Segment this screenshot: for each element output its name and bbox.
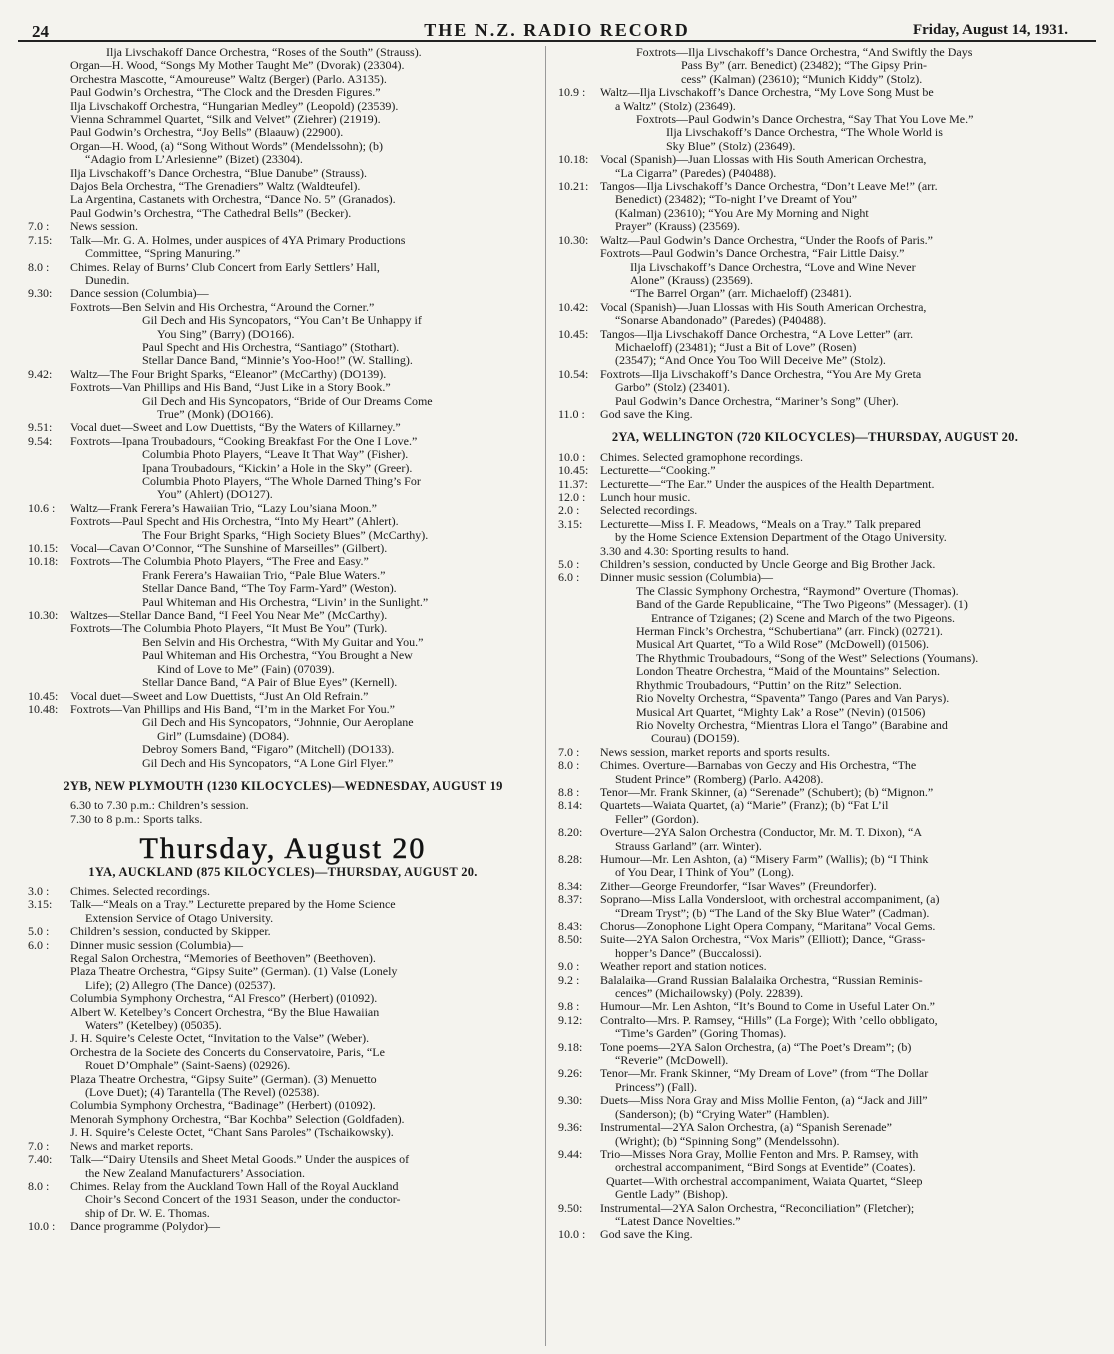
entry-time: 9.36: bbox=[558, 1120, 583, 1135]
entry-time: 10.30: bbox=[28, 608, 59, 623]
entry-text: Chimes. Relay of Burns’ Club Concert from Early Settlers’ Hall, Dunedin. bbox=[70, 259, 380, 287]
programme-line: Rio Novelty Orchestra, “Mientras Llora el Tango” (Barabine and Courau) (DO159). bbox=[636, 717, 948, 746]
programme-line: Musical Art Quartet, “To a Wild Rose” (McDowell) (01506). bbox=[636, 637, 930, 652]
programme-entry bbox=[28, 368, 538, 381]
programme-entry bbox=[28, 555, 538, 568]
entry-text: Quartets—Waiata Quartet, (a) “Marie” (Franz); (b) “Fat L’il Feller” (Gordon). bbox=[600, 798, 889, 826]
programme-line: Stellar Dance Band, “Minnie’s Yoo-Hoo!” (W. Stalling). bbox=[142, 353, 413, 368]
entry-text: Dance session (Columbia)— bbox=[70, 286, 209, 301]
programme-entry bbox=[28, 609, 538, 622]
programme-entry bbox=[28, 421, 538, 434]
left-column bbox=[28, 46, 538, 1234]
entry-text: Instrumental—2YA Salon Orchestra, (a) “Spanish Serenade” (Wright); (b) “Spinning Song” (Mendelssohn). bbox=[600, 1120, 892, 1148]
station-heading: 1YA, AUCKLAND (875 KILOCYCLES)—THURSDAY, AUGUST 20. bbox=[88, 864, 478, 879]
entry-time: 10.18: bbox=[558, 152, 589, 167]
entry-time: 9.0 : bbox=[558, 959, 580, 974]
programme-line: Herman Finck’s Orchestra, “Schubertiana” (arr. Finck) (02721). bbox=[636, 624, 943, 639]
programme-entry bbox=[558, 558, 1072, 571]
entry-text: God save the King. bbox=[600, 1227, 693, 1242]
entry-time: 9.8 : bbox=[558, 999, 580, 1014]
entry-time: 5.0 : bbox=[558, 557, 580, 572]
programme-line: Orchestra de la Societe des Concerts du Conservatoire, Paris, “Le Rouet D’Omphale” (Saint-Saens) (02926). bbox=[70, 1044, 385, 1073]
programme-entry bbox=[28, 690, 538, 703]
entry-text: Vocal—Cavan O’Connor, “The Sunshine of Marseilles” (Gilbert). bbox=[70, 541, 388, 556]
programme-entry bbox=[558, 746, 1072, 759]
programme-entry bbox=[28, 1153, 538, 1180]
entry-text: Waltz—Ilja Livschakoff’s Dance Orchestra, “My Love Song Must be a Waltz” (Stolz) (23649). bbox=[600, 85, 934, 113]
programme-line: 7.30 to 8 p.m.: Sports talks. bbox=[70, 811, 203, 826]
entry-time: 10.9 : bbox=[558, 85, 586, 100]
entry-time: 10.45: bbox=[28, 688, 59, 703]
programme-entry bbox=[558, 1067, 1072, 1094]
entry-text: Vocal (Spanish)—Juan Llossas with His South American Orchestra, “La Cigarra” (Paredes) (P40488). bbox=[600, 152, 927, 180]
entry-time: 6.0 : bbox=[558, 570, 580, 585]
programme-entry bbox=[28, 703, 538, 716]
entry-text: Trio—Misses Nora Gray, Mollie Fenton and Mrs. P. Ramsey, with orchestral accompaniment, “Bird Songs at Eventide” (Coates). Quartet—With orchestral accompaniment, Waiata Quartet, “Sleep Gentle Lady” (Bishop). bbox=[600, 1146, 923, 1202]
programme-line: Columbia Symphony Orchestra, “Badinage” (Herbert) (01092). bbox=[70, 1098, 376, 1113]
programme-entry bbox=[28, 261, 538, 288]
entry-text: Chimes. Selected gramophone recordings. bbox=[600, 449, 803, 464]
publication-title: THE N.Z. RADIO RECORD bbox=[424, 20, 690, 40]
entry-time: 11.0 : bbox=[558, 406, 585, 421]
entry-text: Lecturette—Miss I. F. Meadows, “Meals on a Tray.” Talk prepared by the Home Science Extension Department of the Otago University. bbox=[600, 516, 947, 545]
page-header bbox=[18, 0, 1096, 42]
programme-entry bbox=[558, 1094, 1072, 1121]
programme-line: Foxtrots—Van Phillips and His Band, “Just Like in a Story Book.” bbox=[70, 380, 391, 395]
entry-text: Talk—Mr. G. A. Holmes, under auspices of 4YA Primary Productions Committee, “Spring Manuring.” bbox=[70, 232, 406, 261]
programme-entry bbox=[28, 925, 538, 938]
programme-line: Paul Godwin’s Orchestra, “The Clock and the Dresden Figures.” bbox=[70, 85, 381, 100]
entry-time: 10.6 : bbox=[28, 500, 56, 515]
page-number: 24 bbox=[32, 22, 49, 41]
entry-time: 9.50: bbox=[558, 1200, 583, 1215]
entry-text: Dinner music session (Columbia)— bbox=[70, 937, 243, 952]
entry-text: Children’s session, conducted by Uncle George and Big Brother Jack. bbox=[600, 557, 936, 572]
programme-line: Vienna Schrammel Quartet, “Silk and Velvet” (Ziehrer) (21919). bbox=[70, 112, 381, 127]
entry-text: Talk—“Meals on a Tray.” Lecturette prepared by the Home Science Extension Service of Otago University. bbox=[70, 897, 396, 925]
programme-line: Foxtrots—The Columbia Photo Players, “It Must Be You” (Turk). bbox=[70, 621, 388, 636]
entry-text: Suite—2YA Salon Orchestra, “Vox Maris” (Elliott); Dance, “Grass- hopper’s Dance” (Buccalossi). bbox=[600, 932, 926, 960]
programme-entry bbox=[28, 898, 538, 925]
entry-text: Dinner music session (Columbia)— bbox=[600, 570, 773, 585]
programme-entry bbox=[28, 287, 538, 300]
entry-time: 7.0 : bbox=[558, 744, 580, 759]
programme-line: J. H. Squire’s Celeste Octet, “Chant Sans Paroles” (Tschaikowsky). bbox=[70, 1125, 394, 1140]
entry-text: Humour—Mr. Len Ashton, “It’s Bound to Come in Useful Later On.” bbox=[600, 999, 935, 1014]
programme-line: Foxtrots—Paul Godwin’s Dance Orchestra, “Fair Little Daisy.” Ilja Livschakoff’s Dance Orchestra, “Love and Wine Never Alone” (Krauss) (23569). “The Barrel Organ” (arr. Michaeloff) (23481). bbox=[600, 246, 916, 301]
programme-line: The Classic Symphony Orchestra, “Raymond” Overture (Thomas). bbox=[636, 583, 959, 598]
programme-entry bbox=[558, 368, 1072, 408]
entry-text: Contralto—Mrs. P. Ramsey, “Hills” (La Forge); With ’cello obbligato, “Time’s Garden” (Goring Thomas). bbox=[600, 1012, 938, 1041]
programme-entry bbox=[558, 920, 1072, 933]
entry-time: 10.42: bbox=[558, 299, 589, 314]
entry-text: Instrumental—2YA Salon Orchestra, “Reconciliation” (Fletcher); “Latest Dance Novelties.” bbox=[600, 1200, 915, 1228]
programme-line: Stellar Dance Band, “A Pair of Blue Eyes” (Kernell). bbox=[142, 675, 398, 690]
programme-line: Orchestra Mascotte, “Amoureuse” Waltz (Berger) (Parlo. A3135). bbox=[70, 71, 387, 86]
entry-text: Waltz—Paul Godwin’s Dance Orchestra, “Under the Roofs of Paris.” bbox=[600, 232, 933, 247]
entry-time: 8.50: bbox=[558, 932, 583, 947]
entry-text: Tenor—Mr. Frank Skinner, (a) “Serenade” (Schubert); (b) “Mignon.” bbox=[600, 784, 934, 799]
programme-line: Paul Whiteman and His Orchestra, “Livin’ in the Sunlight.” bbox=[142, 594, 429, 609]
programme-line: Ilja Livschakoff Orchestra, “Hungarian Medley” (Leopold) (23539). bbox=[70, 98, 399, 113]
entry-text: Foxtrots—Ilja Livschakoff’s Dance Orchestra, “You Are My Greta Garbo” (Stolz) (23401). Paul Godwin’s Dance Orchestra, “Mariner’s Song” (Uher). bbox=[600, 366, 922, 408]
entry-text: Vocal (Spanish)—Juan Llossas with His South American Orchestra, “Sonarse Abandonado” (Paredes) (P40488). bbox=[600, 299, 927, 328]
programme-entry bbox=[558, 1041, 1072, 1068]
entry-text: Lecturette—“The Ear.” Under the auspices of the Health Department. bbox=[600, 476, 935, 491]
column-divider bbox=[545, 46, 546, 1346]
programme-line: Columbia Photo Players, “The Whole Darned Thing’s For You” (Ahlert) (DO127). bbox=[142, 474, 421, 502]
programme-entry bbox=[558, 1014, 1072, 1041]
entry-time: 10.0 : bbox=[558, 449, 586, 464]
programme-entry bbox=[28, 1180, 538, 1220]
programme-line: The Four Bright Sparks, “High Society Blues” (McCarthy). bbox=[142, 527, 429, 542]
entry-time: 10.54: bbox=[558, 366, 589, 381]
programme-line: Plaza Theatre Orchestra, “Gipsy Suite” (German). (1) Valse (Lonely Life); (2) Allegro (The Dance) (02537). bbox=[70, 964, 398, 992]
entry-time: 10.18: bbox=[28, 554, 59, 569]
programme-entry bbox=[558, 234, 1072, 247]
programme-line: Gil Dech and His Syncopators, “Bride of Our Dreams Come True” (Monk) (DO166). bbox=[142, 393, 433, 421]
programme-entry bbox=[558, 180, 1072, 234]
programme-entry bbox=[558, 1148, 1072, 1202]
entry-time: 10.45: bbox=[558, 326, 589, 341]
programme-line: Regal Salon Orchestra, “Memories of Beethoven” (Beethoven). bbox=[70, 951, 376, 965]
entry-time: 8.20: bbox=[558, 825, 583, 840]
programme-entry bbox=[558, 786, 1072, 799]
entry-text: News session. bbox=[70, 219, 138, 234]
entry-time: 9.51: bbox=[28, 420, 53, 435]
entry-text: Talk—“Dairy Utensils and Sheet Metal Goods.” Under the auspices of the New Zealand Manufacturers’ Association. bbox=[70, 1152, 410, 1180]
entry-text: Duets—Miss Nora Gray and Miss Mollie Fenton, (a) “Jack and Jill” (Sanderson); (b) “Crying Water” (Hamblen). bbox=[600, 1093, 928, 1121]
entry-text: Tone poems—2YA Salon Orchestra, (a) “The Poet’s Dream”; (b) “Reverie” (McDowell). bbox=[600, 1039, 912, 1068]
programme-entry bbox=[558, 153, 1072, 180]
programme-line: Musical Art Quartet, “Mighty Lak’ a Rose” (Nevin) (01506) bbox=[636, 704, 926, 719]
entry-time: 2.0 : bbox=[558, 503, 580, 518]
entry-text: Lunch hour music. bbox=[600, 490, 691, 504]
station-heading: 2YB, NEW PLYMOUTH (1230 KILOCYCLES)—WEDNESDAY, AUGUST 19 bbox=[63, 778, 503, 793]
station-heading: 2YA, WELLINGTON (720 KILOCYCLES)—THURSDAY, AUGUST 20. bbox=[611, 430, 1019, 445]
entry-time: 10.21: bbox=[558, 179, 589, 194]
programme-entry bbox=[558, 504, 1072, 517]
programme-entry bbox=[28, 435, 538, 448]
entry-time: 10.30: bbox=[558, 232, 589, 247]
programme-line: Plaza Theatre Orchestra, “Gipsy Suite” (German). (3) Menuetto (Love Duet); (4) Tarantella (The Revel) (02538). bbox=[70, 1071, 377, 1100]
entry-text: Chimes. Overture—Barnabas von Geczy and His Orchestra, “The Student Prince” (Romberg) (Parlo. A4208). bbox=[600, 758, 917, 786]
entry-text: Humour—Mr. Len Ashton, (a) “Misery Farm” (Wallis); (b) “I Think of You Dear, I Think of You” (Long). bbox=[600, 851, 929, 880]
programme-entry bbox=[558, 960, 1072, 973]
programme-line: London Theatre Orchestra, “Maid of the Mountains” Selection. bbox=[636, 664, 941, 679]
entry-time: 9.30: bbox=[28, 286, 53, 301]
entry-text: Soprano—Miss Lalla Vondersloot, with orchestral accompaniment, (a) “Dream Tryst”; (b) “The Land of the Sky Blue Water” (Cadman). bbox=[600, 892, 940, 920]
entry-time: 3.0 : bbox=[28, 883, 50, 898]
programme-entry bbox=[558, 478, 1072, 491]
programme-line: Stellar Dance Band, “The Toy Farm-Yard” (Weston). bbox=[142, 581, 397, 596]
programme-line: Ilja Livschakoff Dance Orchestra, “Roses of the South” (Strauss). bbox=[106, 45, 422, 59]
programme-line: Paul Specht and His Orchestra, “Santiago” (Stothart). bbox=[142, 339, 400, 354]
entry-text: Selected recordings. bbox=[600, 503, 698, 518]
programme-line: Paul Godwin’s Orchestra, “Joy Bells” (Blaauw) (22900). bbox=[70, 125, 344, 140]
programme-line: Menorah Symphony Orchestra, “Bar Kochba” Selection (Goldfaden). bbox=[70, 1111, 405, 1126]
entry-time: 10.0 : bbox=[28, 1219, 56, 1234]
programme-entry bbox=[558, 893, 1072, 920]
programme-entry bbox=[558, 491, 1072, 504]
entry-text: Weather report and station notices. bbox=[600, 959, 767, 974]
entry-time: 7.0 : bbox=[28, 219, 50, 234]
programme-line: Band of the Garde Republicaine, “The Two Pigeons” (Messager). (1) Entrance of Tziganes; (2) Scene and March of the two Pigeons. bbox=[636, 597, 968, 625]
programme-line: Gil Dech and His Syncopators, “You Can’t Be Unhappy if You Sing” (Barry) (DO166). bbox=[142, 313, 422, 341]
entry-text: Tangos—Ilja Livschakoff Dance Orchestra, “A Love Letter” (arr. Michaeloff) (23481); “Just a Bit of Love” (Rosen) (23547); “And Once You Too Will Deceive Me” (Stolz). bbox=[600, 326, 914, 368]
right-column bbox=[558, 46, 1072, 1242]
programme-line: J. H. Squire’s Celeste Octet, “Invitation to the Valse” (Weber). bbox=[70, 1031, 370, 1046]
entry-text: Overture—2YA Salon Orchestra (Conductor, Mr. M. T. Dixon), “A Strauss Garland” (arr. Winter). bbox=[600, 825, 923, 853]
entry-text: Chorus—Zonophone Light Opera Company, “Maritana” Vocal Gems. bbox=[600, 919, 936, 933]
programme-entry bbox=[28, 220, 538, 233]
entry-text: Vocal duet—Sweet and Low Duettists, “Just An Old Refrain.” bbox=[70, 688, 369, 703]
programme-line: Foxtrots—Paul Godwin’s Dance Orchestra, “Say That You Love Me.” Ilja Livschakoff’s Dance Orchestra, “The Whole World is Sky Blue” (Stolz) (23649). bbox=[636, 112, 974, 153]
programme-entry bbox=[558, 518, 1072, 545]
entry-text: Waltz—Frank Ferera’s Hawaiian Trio, “Lazy Lou’siana Moon.” bbox=[70, 500, 377, 515]
entry-time: 7.40: bbox=[28, 1152, 53, 1167]
entry-time: 9.42: bbox=[28, 366, 53, 381]
programme-entry bbox=[558, 571, 1072, 584]
programme-entry bbox=[558, 328, 1072, 368]
programme-entry bbox=[558, 853, 1072, 880]
programme-entry bbox=[558, 1202, 1072, 1229]
entry-time: 9.54: bbox=[28, 433, 53, 448]
entry-text: Tangos—Ilja Livschakoff’s Dance Orchestra, “Don’t Leave Me!” (arr. Benedict) (23482); “To-night I’ve Dreamt of You” (Kalman) (23610); “You Are My Morning and Night Prayer” (Krauss) (23569). bbox=[600, 179, 938, 234]
programme-entry bbox=[558, 1000, 1072, 1013]
programme-line: Columbia Symphony Orchestra, “Al Fresco” (Herbert) (01092). bbox=[70, 991, 378, 1006]
programme-line: La Argentina, Castanets with Orchestra, “Dance No. 5” (Granados). bbox=[70, 192, 396, 207]
entry-time: 5.0 : bbox=[28, 924, 50, 939]
entry-time: 8.28: bbox=[558, 851, 583, 866]
programme-line: Dajos Bela Orchestra, “The Grenadiers” Waltz (Waldteufel). bbox=[70, 179, 361, 194]
programme-entry bbox=[28, 234, 538, 261]
programme-entry bbox=[558, 1121, 1072, 1148]
entry-text: News session, market reports and sports results. bbox=[600, 744, 830, 759]
entry-time: 8.14: bbox=[558, 798, 583, 813]
programme-line: Paul Whiteman and His Orchestra, “You Brought a New Kind of Love to Me” (Fain) (07039). bbox=[142, 648, 413, 676]
entry-text: Lecturette—“Cooking.” bbox=[600, 463, 716, 478]
programme-entry bbox=[558, 451, 1072, 464]
entry-time: 9.30: bbox=[558, 1093, 583, 1108]
entry-time: 9.26: bbox=[558, 1066, 583, 1081]
programme-line: Gil Dech and His Syncopators, “A Lone Girl Flyer.” bbox=[142, 755, 394, 770]
programme-entry bbox=[558, 974, 1072, 1001]
programme-line: Foxtrots—Paul Specht and His Orchestra, “Into My Heart” (Ahlert). bbox=[70, 514, 399, 529]
programme-line: Paul Godwin’s Orchestra, “The Cathedral Bells” (Becker). bbox=[70, 205, 352, 220]
entry-time: 8.43: bbox=[558, 919, 583, 933]
programme-entry bbox=[28, 885, 538, 898]
entry-time: 9.44: bbox=[558, 1146, 583, 1161]
programme-line: Debroy Somers Band, “Figaro” (Mitchell) (DO133). bbox=[142, 742, 395, 757]
entry-time: 12.0 : bbox=[558, 490, 586, 504]
programme-line: Ben Selvin and His Orchestra, “With My Guitar and You.” bbox=[142, 634, 424, 649]
entry-time: 10.48: bbox=[28, 701, 59, 716]
programme-line: 6.30 to 7.30 p.m.: Children’s session. bbox=[70, 798, 249, 813]
programme-line: The Rhythmic Troubadours, “Song of the West” Selections (Youmans). bbox=[636, 650, 979, 665]
programme-entry bbox=[558, 464, 1072, 477]
programme-line: Frank Ferera’s Hawaiian Trio, “Pale Blue Waters.” bbox=[142, 567, 386, 582]
programme-entry bbox=[28, 939, 538, 952]
entry-text: Foxtrots—Ipana Troubadours, “Cooking Breakfast For the One I Love.” bbox=[70, 433, 418, 448]
programme-entry bbox=[558, 408, 1072, 421]
issue-date: Friday, August 14, 1931. bbox=[912, 22, 1068, 38]
entry-time: 10.45: bbox=[558, 463, 589, 478]
entry-time: 8.0 : bbox=[28, 259, 50, 274]
entry-text: God save the King. bbox=[600, 406, 693, 421]
programme-entry bbox=[558, 799, 1072, 826]
entry-time: 8.0 : bbox=[28, 1178, 50, 1193]
entry-text: Chimes. Selected recordings. bbox=[70, 883, 210, 898]
day-heading: Thursday, August 20 bbox=[139, 832, 427, 866]
entry-text: Dance programme (Polydor)— bbox=[70, 1219, 220, 1234]
entry-time: 3.15: bbox=[558, 516, 583, 531]
entry-time: 11.37: bbox=[558, 476, 588, 491]
programme-line: 3.30 and 4.30: Sporting results to hand. bbox=[600, 543, 789, 558]
entry-time: 10.15: bbox=[28, 541, 59, 556]
entry-text: Foxtrots—The Columbia Photo Players, “The Free and Easy.” bbox=[70, 554, 369, 569]
programme-entry bbox=[558, 933, 1072, 960]
entry-text: Waltzes—Stellar Dance Band, “I Feel You Near Me” (McCarthy). bbox=[70, 608, 388, 623]
programme-entry bbox=[28, 1220, 538, 1233]
programme-line: Albert W. Ketelbey’s Concert Orchestra, “By the Blue Hawaiian Waters” (Ketelbey) (05035). bbox=[70, 1004, 380, 1033]
programme-entry bbox=[558, 880, 1072, 893]
programme-line: Ilja Livschakoff’s Dance Orchestra, “Blue Danube” (Strauss). bbox=[70, 165, 367, 180]
entry-time: 8.0 : bbox=[558, 758, 580, 773]
entry-text: News and market reports. bbox=[70, 1138, 194, 1153]
programme-line: Foxtrots—Ilja Livschakoff’s Dance Orchestra, “And Swiftly the Days Pass By” (arr. Benedict) (23482); “The Gipsy Prin- cess” (Kalman) (23610); “Munich Kiddy” (Stolz). bbox=[636, 45, 973, 86]
programme-entry bbox=[558, 1228, 1072, 1241]
programme-line: Rhythmic Troubadours, “Puttin’ on the Ritz” Selection. bbox=[636, 677, 902, 692]
entry-text: Tenor—Mr. Frank Skinner, “My Dream of Love” (from “The Dollar Princess”) (Fall). bbox=[600, 1066, 929, 1094]
entry-time: 6.0 : bbox=[28, 937, 50, 952]
entry-text: Children’s session, conducted by Skipper. bbox=[70, 924, 271, 939]
entry-time: 8.8 : bbox=[558, 784, 580, 799]
programme-entry bbox=[558, 86, 1072, 113]
programme-line: Columbia Photo Players, “Leave It That Way” (Fisher). bbox=[142, 447, 409, 462]
entry-time: 8.34: bbox=[558, 878, 583, 893]
programme-entry bbox=[28, 502, 538, 515]
programme-entry bbox=[558, 301, 1072, 328]
entry-text: Chimes. Relay from the Auckland Town Hall of the Royal Auckland Choir’s Second Concert of the 1931 Season, under the conductor- ship of Dr. W. E. Thomas. bbox=[70, 1178, 401, 1220]
programme-entry bbox=[28, 1140, 538, 1153]
entry-text: Foxtrots—Van Phillips and His Band, “I’m in the Market For You.” bbox=[70, 701, 395, 716]
entry-time: 9.18: bbox=[558, 1039, 583, 1054]
entry-text: Balalaika—Grand Russian Balalaika Orchestra, “Russian Reminis- cences” (Michailowsky) (Poly. 22839). bbox=[600, 972, 923, 1001]
programme-line: Organ—H. Wood, “Songs My Mother Taught Me” (Dvorak) (23304). bbox=[70, 58, 405, 73]
entry-time: 3.15: bbox=[28, 897, 53, 912]
programme-line: Foxtrots—Ben Selvin and His Orchestra, “Around the Corner.” bbox=[70, 299, 375, 314]
entry-time: 10.0 : bbox=[558, 1227, 586, 1242]
entry-text: Vocal duet—Sweet and Low Duettists, “By the Waters of Killarney.” bbox=[70, 420, 401, 435]
entry-time: 9.12: bbox=[558, 1012, 583, 1027]
programme-entry bbox=[558, 759, 1072, 786]
entry-text: Waltz—The Four Bright Sparks, “Eleanor” (McCarthy) (DO139). bbox=[70, 366, 387, 381]
programme-line: Organ—H. Wood, (a) “Song Without Words” (Mendelssohn); (b) “Adagio from L’Arlesienne” (Bizet) (23304). bbox=[70, 138, 383, 167]
programme-line: Ipana Troubadours, “Kickin’ a Hole in the Sky” (Greer). bbox=[142, 460, 413, 475]
entry-time: 7.15: bbox=[28, 232, 53, 247]
entry-text: Zither—George Freundorfer, “Isar Waves” (Freundorfer). bbox=[600, 878, 877, 893]
entry-time: 9.2 : bbox=[558, 972, 580, 987]
programme-line: Gil Dech and His Syncopators, “Johnnie, Our Aeroplane Girl” (Lumsdaine) (DO84). bbox=[142, 715, 414, 743]
programme-entry bbox=[558, 826, 1072, 853]
programme-entry bbox=[28, 542, 538, 555]
programme-line: Rio Novelty Orchestra, “Spaventa” Tango (Pares and Van Parys). bbox=[636, 691, 950, 706]
entry-time: 8.37: bbox=[558, 892, 583, 907]
entry-time: 7.0 : bbox=[28, 1138, 50, 1153]
